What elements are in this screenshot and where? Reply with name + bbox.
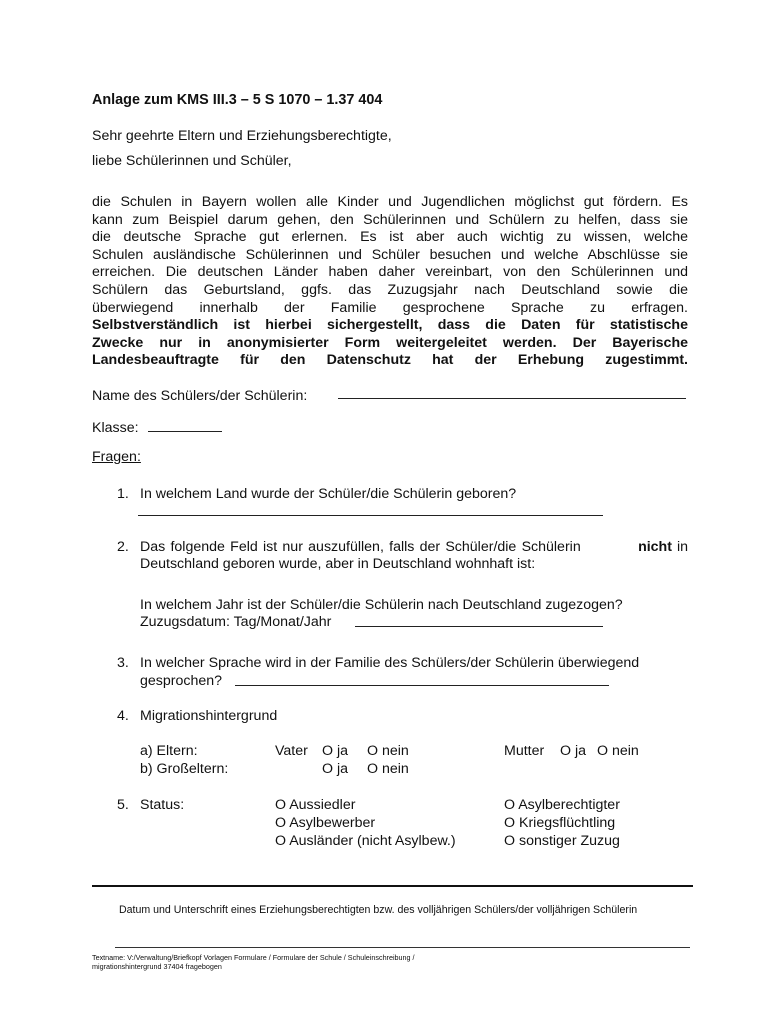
intro-line: erreichen. Die deutschen Länder haben daher vereinbart, von den Schülerinnen und (92, 264, 688, 281)
student-name-field[interactable] (338, 398, 686, 399)
father-no-option[interactable]: O nein (367, 743, 409, 759)
footer-filename-line-2: migrationshintergrund 37404 fragebogen (92, 962, 222, 971)
question-2-emphasis: nicht (638, 539, 672, 555)
signature-line[interactable] (92, 885, 693, 887)
question-1-text: In welchem Land wurde der Schüler/die Schülerin geboren? (140, 486, 517, 502)
arrival-date-label: Zuzugsdatum: Tag/Monat/Jahr (140, 614, 332, 630)
family-language-field[interactable] (235, 685, 609, 686)
question-2-text: Das folgende Feld ist nur auszufüllen, falls der Schüler/die Schülerin (140, 539, 581, 555)
document-title: Anlage zum KMS III.3 – 5 S 1070 – 1.37 404 (92, 92, 383, 108)
intro-line: die deutsche Sprache gut erlernen. Es ist aber auch wichtig zu wissen, welche (92, 229, 688, 246)
question-2-number: 2. (117, 539, 129, 555)
question-2-sub-question: In welchem Jahr ist der Schüler/die Schülerin nach Deutschland zugezogen? (140, 597, 623, 613)
questions-heading: Fragen: (92, 449, 141, 465)
status-option-sonstiger-zuzug[interactable]: O sonstiger Zuzug (504, 833, 620, 849)
question-5-number: 5. (117, 797, 129, 813)
greeting-line-2: liebe Schülerinnen und Schüler, (92, 153, 292, 169)
question-4-text: Migrationshintergrund (140, 708, 278, 724)
status-option-asylberechtigter[interactable]: O Asylberechtigter (504, 797, 620, 813)
grandparents-label: b) Großeltern: (140, 761, 229, 777)
question-1-number: 1. (117, 486, 129, 502)
status-option-kriegsfluechtling[interactable]: O Kriegsflüchtling (504, 815, 616, 831)
class-field[interactable] (148, 431, 222, 432)
intro-line: die Schulen in Bayern wollen alle Kinder und Jugendlichen möglichst gut fördern. Es (92, 194, 688, 210)
intro-line: Schulen ausländische Schülerinnen und Schüler besuchen und welche Abschlüsse sie (92, 246, 688, 263)
status-label: Status: (140, 797, 185, 813)
footer-filename-line-1: Textname: V:/Verwaltung/Briefkopf Vorlagen Formulare / Formulare der Schule / Schuleinschreibung / (92, 953, 415, 962)
question-3-number: 3. (117, 655, 129, 671)
grandparents-yes-option[interactable]: O ja (322, 761, 349, 777)
status-option-auslaender[interactable]: O Ausländer (nicht Asylbew.) (275, 833, 456, 849)
privacy-statement-line: Landesbeauftragte für den Datenschutz hat der Erhebung zugestimmt. (92, 352, 688, 369)
question-2-text-end: in (676, 539, 688, 555)
privacy-statement-line: Zwecke nur in anonymisierter Form weitergeleitet werden. Der Bayerische (92, 334, 688, 351)
arrival-date-field[interactable] (355, 626, 603, 627)
intro-line: kann zum Beispiel darum gehen, den Schülerinnen und Schülern zu helfen, dass sie (92, 211, 688, 228)
student-name-label: Name des Schülers/der Schülerin: (92, 388, 308, 404)
father-yes-option[interactable]: O ja (322, 743, 349, 759)
question-4-number: 4. (117, 708, 129, 724)
footer-divider (115, 947, 690, 948)
parents-label: a) Eltern: (140, 743, 198, 759)
question-2-line-2: Deutschland geboren wurde, aber in Deutschland wohnhaft ist: (140, 556, 536, 572)
birth-country-field[interactable] (138, 515, 603, 516)
question-3-line-1: In welcher Sprache wird in der Familie des Schülers/der Schülerin überwiegend (140, 655, 640, 671)
mother-no-option[interactable]: O nein (597, 743, 639, 759)
father-label: Vater (275, 743, 308, 759)
mother-yes-option[interactable]: O ja (560, 743, 587, 759)
mother-label: Mutter (504, 743, 545, 759)
intro-line: Schülern das Geburtsland, ggfs. das Zuzugsjahr nach Deutschland sowie die (92, 281, 688, 298)
question-3-line-2: gesprochen? (140, 673, 223, 689)
intro-line: überwiegend innerhalb der Familie gesprochene Sprache zu erfragen. (92, 299, 688, 316)
question-2-line-1 (140, 539, 688, 556)
status-option-asylbewerber[interactable]: O Asylbewerber (275, 815, 376, 831)
class-label: Klasse: (92, 420, 139, 436)
signature-caption: Datum und Unterschrift eines Erziehungsberechtigten bzw. des volljährigen Schülers/der volljährigen Schülerin (119, 904, 638, 916)
status-option-aussiedler[interactable]: O Aussiedler (275, 797, 356, 813)
intro-paragraph (92, 194, 688, 370)
greeting-line-1: Sehr geehrte Eltern und Erziehungsberechtigte, (92, 128, 392, 144)
privacy-statement-line: Selbstverständlich ist hierbei sichergestellt, dass die Daten für statistische (92, 317, 688, 334)
grandparents-no-option[interactable]: O nein (367, 761, 409, 777)
